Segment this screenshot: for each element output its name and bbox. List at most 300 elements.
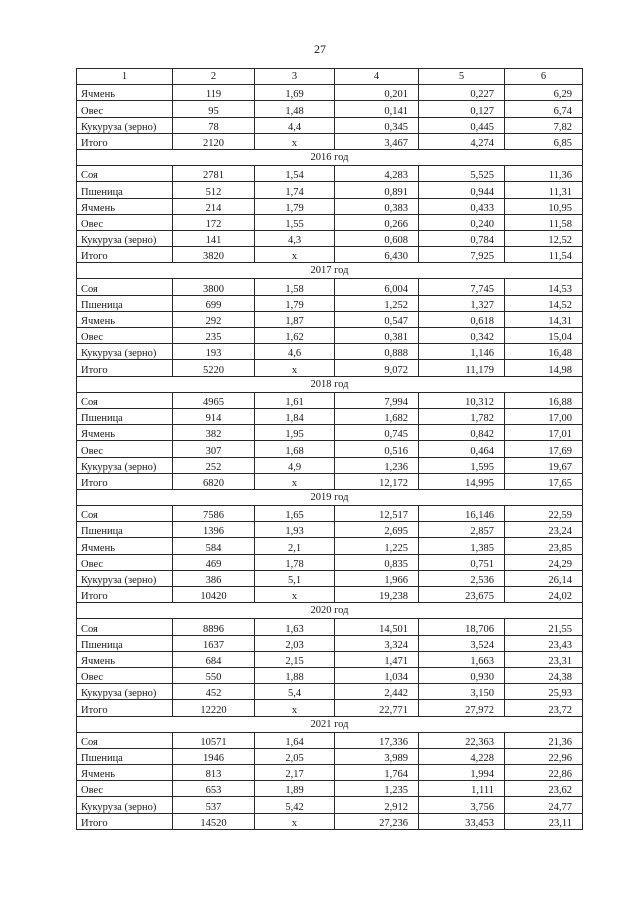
table-row — [77, 765, 583, 781]
amount-cell: 3,150 — [419, 684, 505, 700]
crop-name-cell: Ячмень — [77, 198, 173, 214]
area-cell: 8896 — [173, 619, 255, 635]
table-row — [77, 457, 583, 473]
area-cell: 12220 — [173, 700, 255, 716]
yield-cell: 1,78 — [255, 554, 335, 570]
value-cell: 6,430 — [335, 247, 419, 263]
value-cell: 1,235 — [335, 781, 419, 797]
yield-cell: 1,79 — [255, 198, 335, 214]
ratio-cell: 23,31 — [505, 651, 583, 667]
year-section-title: 2021 год — [77, 716, 583, 732]
yield-cell: 1,87 — [255, 311, 335, 327]
crop-name-cell: Кукуруза (зерно) — [77, 457, 173, 473]
amount-cell: 1,663 — [419, 651, 505, 667]
crop-name-cell: Ячмень — [77, 85, 173, 101]
ratio-cell: 23,62 — [505, 781, 583, 797]
yield-cell: 4,6 — [255, 344, 335, 360]
ratio-cell: 22,86 — [505, 765, 583, 781]
yield-cell: х — [255, 360, 335, 376]
area-cell: 307 — [173, 441, 255, 457]
yield-cell: 1,65 — [255, 506, 335, 522]
ratio-cell: 17,00 — [505, 408, 583, 424]
table-row — [77, 295, 583, 311]
ratio-cell: 23,43 — [505, 635, 583, 651]
yield-cell: 5,1 — [255, 570, 335, 586]
ratio-cell: 15,04 — [505, 328, 583, 344]
crop-name-cell: Кукуруза (зерно) — [77, 344, 173, 360]
area-cell: 252 — [173, 457, 255, 473]
ratio-cell: 17,69 — [505, 441, 583, 457]
table-row — [77, 408, 583, 424]
area-cell: 512 — [173, 182, 255, 198]
table-row — [77, 85, 583, 101]
value-cell: 3,324 — [335, 635, 419, 651]
yield-cell: 5,42 — [255, 797, 335, 813]
crop-name-cell: Пшеница — [77, 295, 173, 311]
value-cell: 0,547 — [335, 311, 419, 327]
year-section-title: 2019 год — [77, 489, 583, 505]
crop-name-cell: Овес — [77, 328, 173, 344]
table-row — [77, 117, 583, 133]
ratio-cell: 21,55 — [505, 619, 583, 635]
crop-name-cell: Кукуруза (зерно) — [77, 684, 173, 700]
table-row — [77, 506, 583, 522]
area-cell: 193 — [173, 344, 255, 360]
crop-name-cell: Итого — [77, 813, 173, 829]
yield-cell: 1,63 — [255, 619, 335, 635]
amount-cell: 1,327 — [419, 295, 505, 311]
table-row — [77, 781, 583, 797]
value-cell: 0,835 — [335, 554, 419, 570]
table-row — [77, 667, 583, 683]
table-row — [77, 311, 583, 327]
value-cell: 0,891 — [335, 182, 419, 198]
amount-cell: 1,111 — [419, 781, 505, 797]
value-cell: 2,912 — [335, 797, 419, 813]
amount-cell: 1,146 — [419, 344, 505, 360]
crop-name-cell: Пшеница — [77, 408, 173, 424]
year-section-row — [77, 263, 583, 279]
area-cell: 584 — [173, 538, 255, 554]
area-cell: 1946 — [173, 748, 255, 764]
area-cell: 292 — [173, 311, 255, 327]
ratio-cell: 12,52 — [505, 230, 583, 246]
table-row — [77, 570, 583, 586]
value-cell: 12,172 — [335, 473, 419, 489]
crop-name-cell: Ячмень — [77, 538, 173, 554]
ratio-cell: 7,82 — [505, 117, 583, 133]
amount-cell: 23,675 — [419, 587, 505, 603]
ratio-cell: 26,14 — [505, 570, 583, 586]
amount-cell: 22,363 — [419, 732, 505, 748]
table-row — [77, 441, 583, 457]
table-row — [77, 247, 583, 263]
amount-cell: 7,925 — [419, 247, 505, 263]
crop-name-cell: Овес — [77, 101, 173, 117]
table-row — [77, 214, 583, 230]
value-cell: 4,283 — [335, 166, 419, 182]
page-number: 27 — [314, 42, 326, 56]
amount-cell: 0,784 — [419, 230, 505, 246]
yield-cell: х — [255, 247, 335, 263]
area-cell: 382 — [173, 425, 255, 441]
crop-name-cell: Пшеница — [77, 182, 173, 198]
yield-cell: 1,54 — [255, 166, 335, 182]
yield-cell: 1,64 — [255, 732, 335, 748]
yield-cell: 4,3 — [255, 230, 335, 246]
area-cell: 386 — [173, 570, 255, 586]
area-cell: 14520 — [173, 813, 255, 829]
value-cell: 1,471 — [335, 651, 419, 667]
amount-cell: 27,972 — [419, 700, 505, 716]
value-cell: 0,888 — [335, 344, 419, 360]
value-cell: 0,201 — [335, 85, 419, 101]
amount-cell: 4,274 — [419, 133, 505, 149]
area-cell: 1396 — [173, 522, 255, 538]
ratio-cell: 11,31 — [505, 182, 583, 198]
crop-name-cell: Соя — [77, 279, 173, 295]
amount-cell: 5,525 — [419, 166, 505, 182]
column-number: 3 — [255, 69, 335, 85]
area-cell: 119 — [173, 85, 255, 101]
ratio-cell: 6,85 — [505, 133, 583, 149]
area-cell: 550 — [173, 667, 255, 683]
crop-name-cell: Пшеница — [77, 748, 173, 764]
value-cell: 14,501 — [335, 619, 419, 635]
table-row — [77, 554, 583, 570]
ratio-cell: 14,53 — [505, 279, 583, 295]
ratio-cell: 11,58 — [505, 214, 583, 230]
amount-cell: 0,618 — [419, 311, 505, 327]
amount-cell: 0,464 — [419, 441, 505, 457]
area-cell: 3820 — [173, 247, 255, 263]
amount-cell: 0,930 — [419, 667, 505, 683]
area-cell: 813 — [173, 765, 255, 781]
table-row — [77, 344, 583, 360]
ratio-cell: 19,67 — [505, 457, 583, 473]
ratio-cell: 16,88 — [505, 392, 583, 408]
ratio-cell: 23,85 — [505, 538, 583, 554]
amount-cell: 1,595 — [419, 457, 505, 473]
value-cell: 1,764 — [335, 765, 419, 781]
table-row — [77, 538, 583, 554]
value-cell: 27,236 — [335, 813, 419, 829]
value-cell: 1,225 — [335, 538, 419, 554]
year-section-row — [77, 149, 583, 165]
crop-name-cell: Ячмень — [77, 765, 173, 781]
table-row — [77, 651, 583, 667]
crop-name-cell: Итого — [77, 700, 173, 716]
table-row — [77, 166, 583, 182]
amount-cell: 1,385 — [419, 538, 505, 554]
crop-name-cell: Ячмень — [77, 651, 173, 667]
amount-cell: 14,995 — [419, 473, 505, 489]
area-cell: 684 — [173, 651, 255, 667]
crop-name-cell: Соя — [77, 619, 173, 635]
area-cell: 653 — [173, 781, 255, 797]
ratio-cell: 24,29 — [505, 554, 583, 570]
crop-name-cell: Соя — [77, 166, 173, 182]
crop-name-cell: Овес — [77, 781, 173, 797]
value-cell: 19,238 — [335, 587, 419, 603]
table-row — [77, 587, 583, 603]
crop-name-cell: Итого — [77, 473, 173, 489]
yield-cell: х — [255, 133, 335, 149]
value-cell: 9,072 — [335, 360, 419, 376]
area-cell: 914 — [173, 408, 255, 424]
table-row — [77, 360, 583, 376]
ratio-cell: 22,59 — [505, 506, 583, 522]
yield-cell: х — [255, 813, 335, 829]
area-cell: 5220 — [173, 360, 255, 376]
year-section-row — [77, 376, 583, 392]
table-row — [77, 392, 583, 408]
yield-cell: 2,17 — [255, 765, 335, 781]
value-cell: 1,252 — [335, 295, 419, 311]
ratio-cell: 24,77 — [505, 797, 583, 813]
crop-name-cell: Кукуруза (зерно) — [77, 117, 173, 133]
area-cell: 2781 — [173, 166, 255, 182]
column-number: 1 — [77, 69, 173, 85]
crop-name-cell: Кукуруза (зерно) — [77, 570, 173, 586]
amount-cell: 0,127 — [419, 101, 505, 117]
value-cell: 1,034 — [335, 667, 419, 683]
value-cell: 0,141 — [335, 101, 419, 117]
crop-name-cell: Итого — [77, 587, 173, 603]
table-row — [77, 732, 583, 748]
area-cell: 172 — [173, 214, 255, 230]
amount-cell: 2,857 — [419, 522, 505, 538]
value-cell: 0,745 — [335, 425, 419, 441]
value-cell: 17,336 — [335, 732, 419, 748]
value-cell: 3,989 — [335, 748, 419, 764]
area-cell: 235 — [173, 328, 255, 344]
table-row — [77, 813, 583, 829]
crop-name-cell: Ячмень — [77, 311, 173, 327]
table-row — [77, 328, 583, 344]
table-row — [77, 700, 583, 716]
amount-cell: 0,445 — [419, 117, 505, 133]
amount-cell: 11,179 — [419, 360, 505, 376]
crop-name-cell: Овес — [77, 441, 173, 457]
year-section-title: 2018 год — [77, 376, 583, 392]
yield-cell: 1,69 — [255, 85, 335, 101]
crop-name-cell: Соя — [77, 506, 173, 522]
column-number: 4 — [335, 69, 419, 85]
amount-cell: 33,453 — [419, 813, 505, 829]
ratio-cell: 6,29 — [505, 85, 583, 101]
yield-cell: 1,84 — [255, 408, 335, 424]
year-section-row — [77, 489, 583, 505]
ratio-cell: 14,31 — [505, 311, 583, 327]
crop-name-cell: Соя — [77, 392, 173, 408]
amount-cell: 0,227 — [419, 85, 505, 101]
year-section-row — [77, 716, 583, 732]
value-cell: 1,236 — [335, 457, 419, 473]
yield-cell: 1,89 — [255, 781, 335, 797]
area-cell: 452 — [173, 684, 255, 700]
table-row — [77, 797, 583, 813]
value-cell: 0,516 — [335, 441, 419, 457]
area-cell: 469 — [173, 554, 255, 570]
yield-cell: 2,15 — [255, 651, 335, 667]
table-row — [77, 230, 583, 246]
ratio-cell: 21,36 — [505, 732, 583, 748]
yield-cell: х — [255, 473, 335, 489]
crop-name-cell: Овес — [77, 214, 173, 230]
area-cell: 6820 — [173, 473, 255, 489]
amount-cell: 0,342 — [419, 328, 505, 344]
table-row — [77, 198, 583, 214]
crop-name-cell: Итого — [77, 247, 173, 263]
amount-cell: 7,745 — [419, 279, 505, 295]
yield-cell: х — [255, 587, 335, 603]
value-cell: 2,695 — [335, 522, 419, 538]
ratio-cell: 25,93 — [505, 684, 583, 700]
value-cell: 2,442 — [335, 684, 419, 700]
yield-cell: 5,4 — [255, 684, 335, 700]
value-cell: 0,345 — [335, 117, 419, 133]
area-cell: 78 — [173, 117, 255, 133]
year-section-title: 2017 год — [77, 263, 583, 279]
ratio-cell: 23,11 — [505, 813, 583, 829]
crop-name-cell: Овес — [77, 667, 173, 683]
value-cell: 6,004 — [335, 279, 419, 295]
ratio-cell: 14,98 — [505, 360, 583, 376]
column-number: 2 — [173, 69, 255, 85]
table-row — [77, 101, 583, 117]
value-cell: 1,966 — [335, 570, 419, 586]
yield-cell: 1,58 — [255, 279, 335, 295]
yield-cell: 1,88 — [255, 667, 335, 683]
value-cell: 0,383 — [335, 198, 419, 214]
year-section-title: 2020 год — [77, 603, 583, 619]
ratio-cell: 23,24 — [505, 522, 583, 538]
yield-table — [76, 68, 583, 830]
value-cell: 0,608 — [335, 230, 419, 246]
ratio-cell: 17,65 — [505, 473, 583, 489]
table-row — [77, 684, 583, 700]
amount-cell: 0,240 — [419, 214, 505, 230]
yield-cell: 1,62 — [255, 328, 335, 344]
yield-cell: 2,05 — [255, 748, 335, 764]
area-cell: 141 — [173, 230, 255, 246]
amount-cell: 18,706 — [419, 619, 505, 635]
value-cell: 7,994 — [335, 392, 419, 408]
area-cell: 10420 — [173, 587, 255, 603]
area-cell: 699 — [173, 295, 255, 311]
value-cell: 1,682 — [335, 408, 419, 424]
yield-cell: 4,4 — [255, 117, 335, 133]
amount-cell: 16,146 — [419, 506, 505, 522]
ratio-cell: 6,74 — [505, 101, 583, 117]
area-cell: 214 — [173, 198, 255, 214]
table-row — [77, 133, 583, 149]
yield-cell: 1,61 — [255, 392, 335, 408]
ratio-cell: 14,52 — [505, 295, 583, 311]
crop-name-cell: Соя — [77, 732, 173, 748]
table-row — [77, 182, 583, 198]
column-number: 5 — [419, 69, 505, 85]
yield-cell: 1,93 — [255, 522, 335, 538]
yield-cell: 4,9 — [255, 457, 335, 473]
amount-cell: 3,756 — [419, 797, 505, 813]
amount-cell: 0,433 — [419, 198, 505, 214]
yield-cell: 1,48 — [255, 101, 335, 117]
area-cell: 2120 — [173, 133, 255, 149]
yield-cell: 1,95 — [255, 425, 335, 441]
column-number-row — [77, 69, 583, 85]
amount-cell: 0,842 — [419, 425, 505, 441]
table-row — [77, 279, 583, 295]
amount-cell: 4,228 — [419, 748, 505, 764]
area-cell: 3800 — [173, 279, 255, 295]
area-cell: 537 — [173, 797, 255, 813]
crop-name-cell: Пшеница — [77, 522, 173, 538]
yield-cell: 1,55 — [255, 214, 335, 230]
amount-cell: 3,524 — [419, 635, 505, 651]
value-cell: 12,517 — [335, 506, 419, 522]
yield-cell: 1,74 — [255, 182, 335, 198]
amount-cell: 1,782 — [419, 408, 505, 424]
yield-cell: х — [255, 700, 335, 716]
yield-cell: 2,03 — [255, 635, 335, 651]
area-cell: 95 — [173, 101, 255, 117]
crop-name-cell: Итого — [77, 360, 173, 376]
crop-name-cell: Пшеница — [77, 635, 173, 651]
year-section-row — [77, 603, 583, 619]
value-cell: 22,771 — [335, 700, 419, 716]
amount-cell: 10,312 — [419, 392, 505, 408]
yield-cell: 1,68 — [255, 441, 335, 457]
ratio-cell: 24,38 — [505, 667, 583, 683]
amount-cell: 0,944 — [419, 182, 505, 198]
table-row — [77, 635, 583, 651]
table-row — [77, 748, 583, 764]
area-cell: 7586 — [173, 506, 255, 522]
table-body — [77, 69, 583, 830]
ratio-cell: 10,95 — [505, 198, 583, 214]
table-row — [77, 522, 583, 538]
yield-cell: 1,79 — [255, 295, 335, 311]
yield-cell: 2,1 — [255, 538, 335, 554]
value-cell: 0,266 — [335, 214, 419, 230]
ratio-cell: 16,48 — [505, 344, 583, 360]
ratio-cell: 17,01 — [505, 425, 583, 441]
crop-name-cell: Ячмень — [77, 425, 173, 441]
amount-cell: 0,751 — [419, 554, 505, 570]
ratio-cell: 23,72 — [505, 700, 583, 716]
area-cell: 4965 — [173, 392, 255, 408]
table-row — [77, 473, 583, 489]
table-row — [77, 425, 583, 441]
crop-name-cell: Овес — [77, 554, 173, 570]
column-number: 6 — [505, 69, 583, 85]
year-section-title: 2016 год — [77, 149, 583, 165]
crop-name-cell: Кукуруза (зерно) — [77, 797, 173, 813]
table-row — [77, 619, 583, 635]
amount-cell: 1,994 — [419, 765, 505, 781]
ratio-cell: 11,36 — [505, 166, 583, 182]
ratio-cell: 22,96 — [505, 748, 583, 764]
ratio-cell: 11,54 — [505, 247, 583, 263]
area-cell: 10571 — [173, 732, 255, 748]
value-cell: 0,381 — [335, 328, 419, 344]
crop-name-cell: Итого — [77, 133, 173, 149]
ratio-cell: 24,02 — [505, 587, 583, 603]
amount-cell: 2,536 — [419, 570, 505, 586]
crop-name-cell: Кукуруза (зерно) — [77, 230, 173, 246]
